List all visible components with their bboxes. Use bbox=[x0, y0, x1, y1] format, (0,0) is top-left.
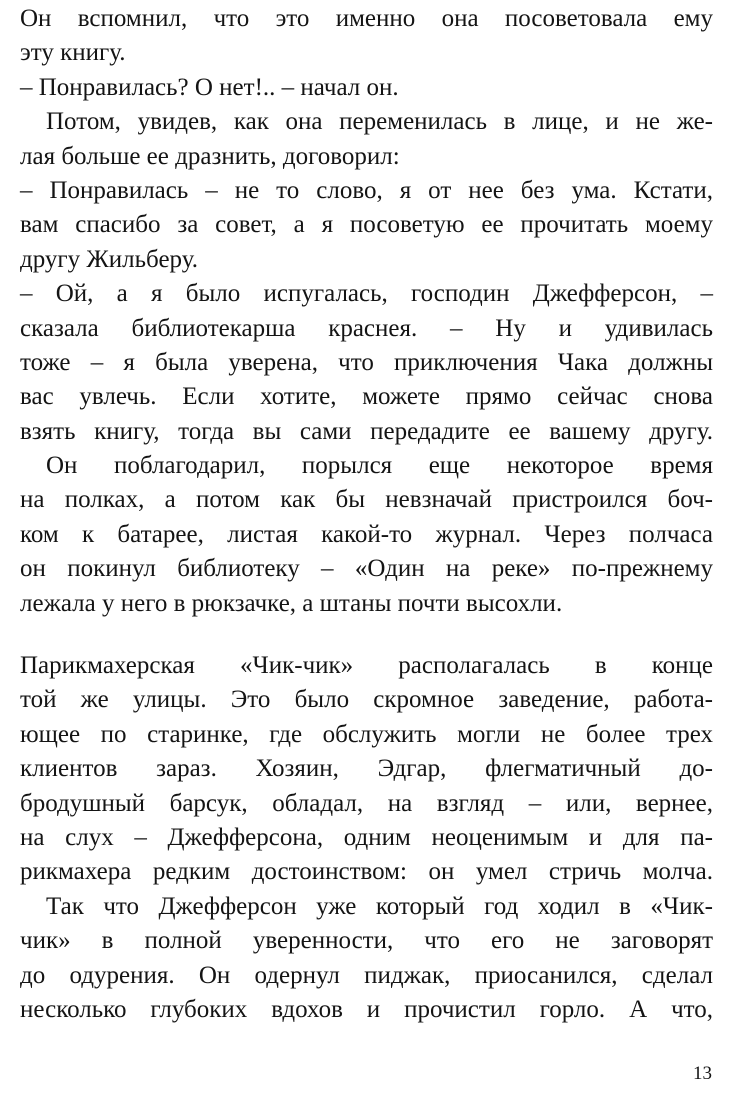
text-line: другу Жильберу. bbox=[20, 245, 198, 273]
text-line: клиентов зараз. Хозяин, Эдгар, флегматичный до- bbox=[20, 755, 713, 783]
text-line: той же улицы. Это было скромное заведение, работа- bbox=[20, 686, 713, 714]
text-line: вас увлечь. Если хотите, можете прямо сейчас снова bbox=[20, 383, 713, 411]
page-number: 13 bbox=[693, 1063, 712, 1084]
text-line: рикмахера редким достоинством: он умел стричь молча. bbox=[20, 858, 713, 886]
text-line: на полках, а потом как бы невзначай пристроился боч- bbox=[20, 486, 713, 514]
text-line: на слух – Джефферсона, одним неоценимым и для па- bbox=[20, 823, 713, 851]
text-line: Он вспомнил, что это именно она посоветовала ему bbox=[20, 5, 713, 32]
text-block-library-scene bbox=[20, 2, 713, 621]
text-line: он покинул библиотеку – «Один на реке» по-прежнему bbox=[20, 555, 713, 583]
text-line: взять книгу, тогда вы сами передадите ее вашему другу. bbox=[20, 417, 713, 445]
text-line: ющее по старинке, где обслужить могли не более трех bbox=[20, 720, 713, 748]
text-line: эту книгу. bbox=[20, 39, 126, 67]
text-line: Он поблагодарил, порылся еще некоторое время bbox=[46, 452, 713, 480]
text-line: несколько глубоких вдохов и прочистил горло. А что, bbox=[20, 995, 713, 1023]
text-line: Потом, увидев, как она переменилась в лице, и не же- bbox=[46, 108, 713, 136]
text-line: лежала у него в рюкзачке, а штаны почти высохли. bbox=[20, 589, 563, 617]
text-line: Парикмахерская «Чик-чик» располагалась в конце bbox=[20, 652, 713, 679]
text-line: чик» в полной уверенности, что его не заговорят bbox=[20, 927, 713, 955]
text-line: бродушный барсук, обладал, на взгляд – или, вернее, bbox=[20, 789, 713, 817]
text-line: лая больше ее дразнить, договорил: bbox=[20, 142, 400, 170]
text-line: сказала библиотекарша краснея. – Ну и удивилась bbox=[20, 314, 713, 342]
text-line: тоже – я была уверена, что приключения Чака должны bbox=[20, 348, 713, 376]
text-line: – Ой, а я было испугалась, господин Джефферсон, – bbox=[20, 280, 713, 308]
text-line: – Понравилась? О нет!.. – начал он. bbox=[20, 73, 399, 101]
text-line: ком к батарее, листая какой-то журнал. Через полчаса bbox=[20, 520, 713, 548]
text-line: до одурения. Он одернул пиджак, приосанился, сделал bbox=[20, 961, 713, 989]
text-line: вам спасибо за совет, а я посоветую ее прочитать моему bbox=[20, 211, 713, 239]
text-line: – Понравилась – не то слово, я от нее без ума. Кстати, bbox=[20, 176, 713, 204]
text-line: Так что Джефферсон уже который год ходил в «Чик- bbox=[46, 892, 713, 920]
text-block-barbershop-scene bbox=[20, 649, 713, 1027]
